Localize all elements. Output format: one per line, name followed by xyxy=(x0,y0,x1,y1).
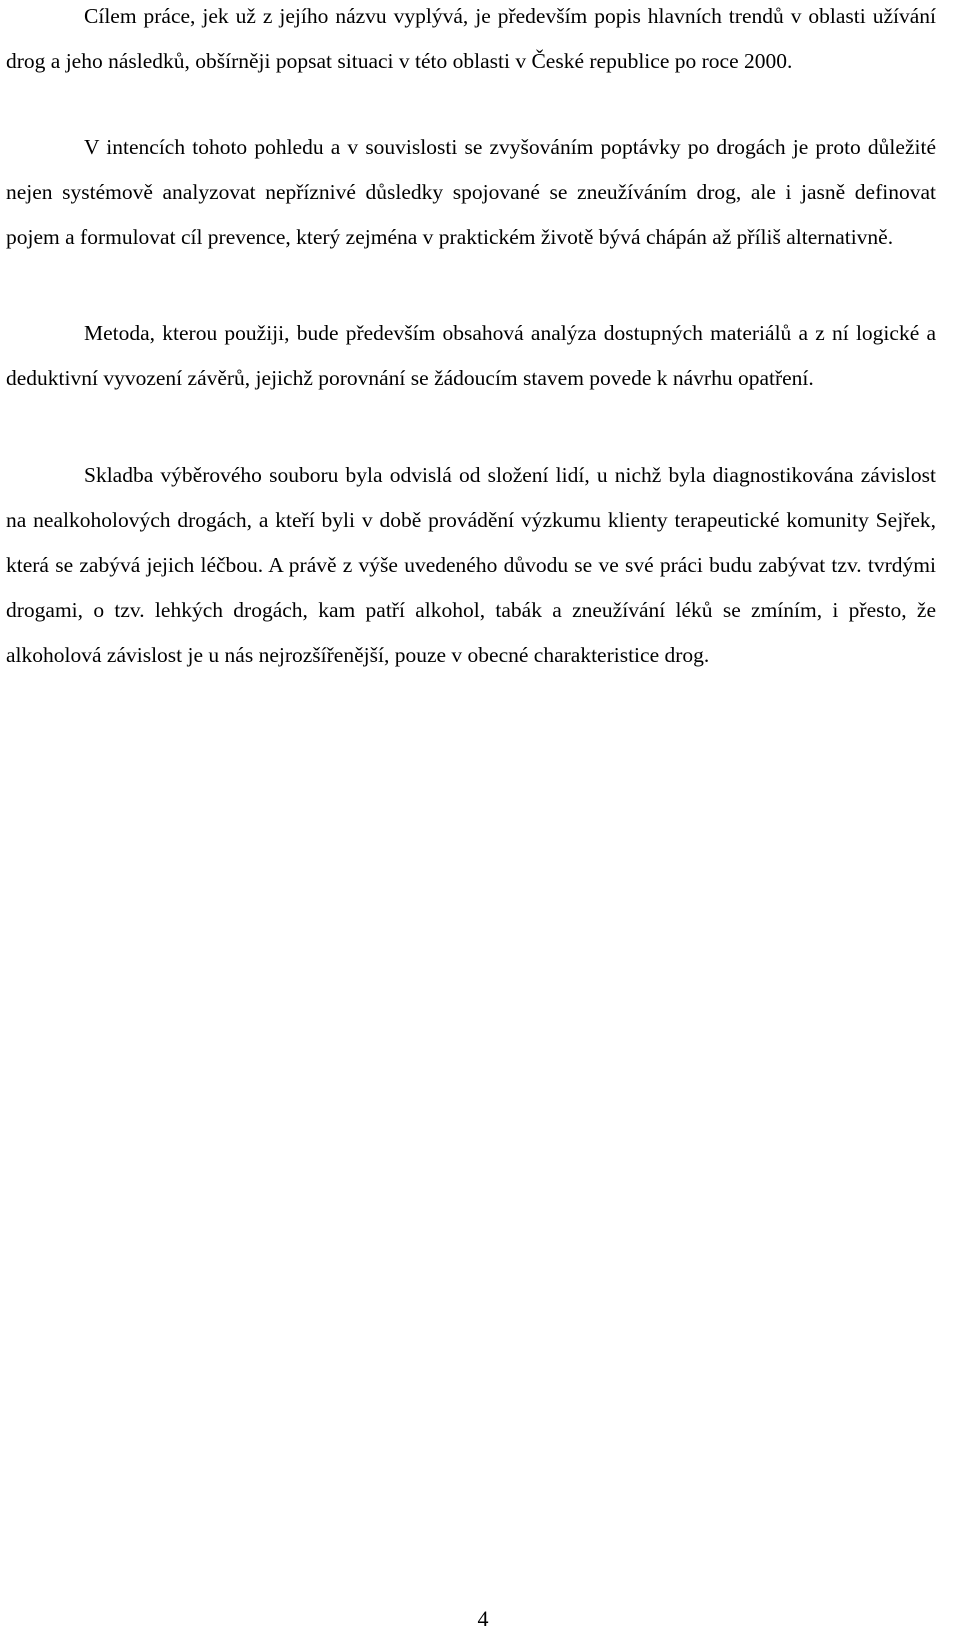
paragraph-sample: Skladba výběrového souboru byla odvislá od složení lidí, u nichž byla diagnostikována závislost na nealkoholových drogách, a kteří byli v době provádění výzkumu klienty terapeutické komunity Sejřek, která se zabývá jejich léčbou. A právě z výše uvedeného důvodu se ve své práci budu zabývat tzv. tvrdými drogami, o tzv. lehkých drogách, kam patří alkohol, tabák a zneužívání léků se zmíním, i přesto, že alkoholová závislost je u nás nejrozšířenější, pouze v obecné charakteristice drog. xyxy=(6,463,936,667)
paragraph-context: V intencích tohoto pohledu a v souvislosti se zvyšováním poptávky po drogách je proto důležité nejen systémově analyzovat nepříznivé důsledky spojované se zneužíváním drog, ale i jasně definovat pojem a formulovat cíl prevence, který zejména v praktickém životě bývá chápán až příliš alternativně. xyxy=(6,135,936,249)
paragraph-method: Metoda, kterou použiji, bude především obsahová analýza dostupných materiálů a z ní logické a deduktivní vyvození závěrů, jejichž porovnání se žádoucím stavem povede k návrhu opatření. xyxy=(6,321,936,390)
document-page xyxy=(6,0,960,1640)
page-number: 4 xyxy=(477,1606,489,1631)
paragraph-aim: Cílem práce, jek už z jejího názvu vyplývá, je především popis hlavních trendů v oblasti užívání drog a jeho následků, obšírněji popsat situaci v této oblasti v České republice po roce 2000. xyxy=(6,4,936,73)
